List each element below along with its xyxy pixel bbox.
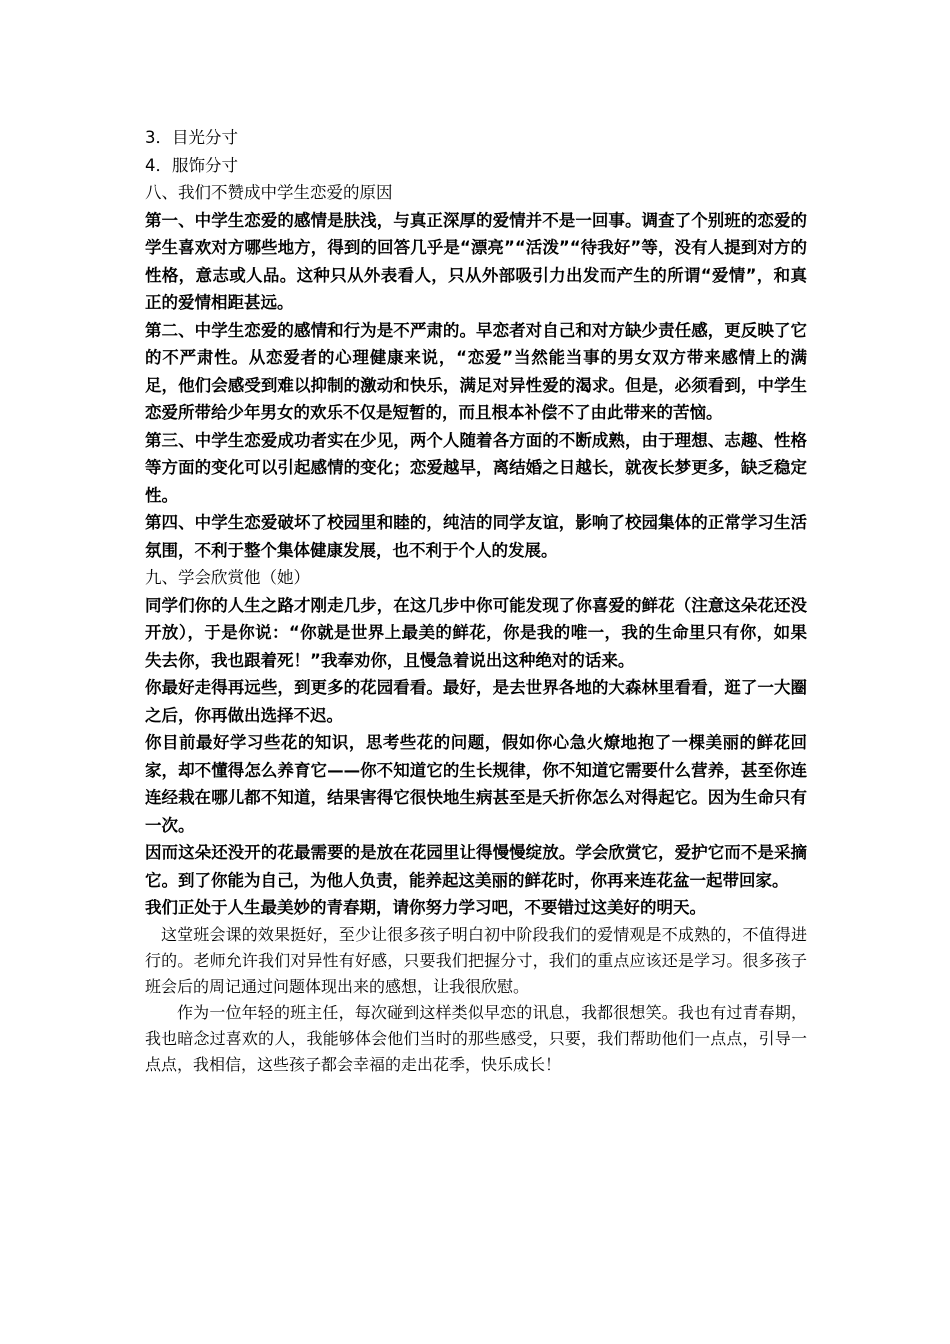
paragraph-reflection-1: 这堂班会课的效果挺好，至少让很多孩子明白初中阶段我们的爱情观是不成熟的，不值得进行的。老师允许我们对异性有好感，只要我们把握分寸，我们的重点应该还是学习。很多孩子班会后的周记通过问题体现出来的感想，让我很欣慰。 <box>145 924 807 996</box>
paragraph-closing-bold: 我们正处于人生最美妙的青春期，请你努力学习吧，不要错过这美好的明天。 <box>145 898 706 917</box>
list-item-dress: 4．服饰分寸 <box>145 155 238 175</box>
paragraph-flower-2: 你最好走得再远些，到更多的花园看看。最好，是去世界各地的大森林里看看，逛了一大圈之后，你再做出选择不迟。 <box>145 678 807 725</box>
document-body <box>145 124 807 1078</box>
paragraph-reason-4: 第四、中学生恋爱破坏了校园里和睦的，纯洁的同学友谊，影响了校园集体的正常学习生活氛围，不利于整个集体健康发展，也不利于个人的发展。 <box>145 513 807 560</box>
paragraph-reason-3: 第三、中学生恋爱成功者实在少见，两个人随着各方面的不断成熟，由于理想、志趣、性格等方面的变化可以引起感情的变化；恋爱越早，离结婚之日越长，就夜长梦更多，缺乏稳定性。 <box>145 430 807 505</box>
paragraph-reason-1: 第一、中学生恋爱的感情是肤浅，与真正深厚的爱情并不是一回事。调查了个别班的恋爱的学生喜欢对方哪些地方，得到的回答几乎是“漂亮”“活泼”“待我好”等，没有人提到对方的性格，意志或人品。这种只从外表看人，只从外部吸引力出发而产生的所谓“爱情”，和真正的爱情相距甚远。 <box>145 210 807 312</box>
paragraph-reason-2: 第二、中学生恋爱的感情和行为是不严肃的。早恋者对自己和对方缺少责任感，更反映了它的不严肃性。从恋爱者的心理健康来说，“恋爱”当然能当事的男女双方带来感情上的满足，他们会感受到难以抑制的激动和快乐，满足对异性爱的渴求。但是，必须看到，中学生恋爱所带给少年男女的欢乐不仅是短暂的，而且根本补偿不了由此带来的苦恼。 <box>145 320 807 422</box>
paragraph-flower-3: 你目前最好学习些花的知识，思考些花的问题，假如你心急火燎地抱了一棵美丽的鲜花回家，却不懂得怎么养育它——你不知道它的生长规律，你不知道它需要什么营养，甚至你连连经栽在哪儿都不知道，结果害得它很快地生病甚至是夭折你怎么对得起它。因为生命只有一次。 <box>145 733 807 835</box>
list-item-eye-contact: 3．目光分寸 <box>145 128 238 147</box>
paragraph-reflection-2: 作为一位年轻的班主任，每次碰到这样类似早恋的讯息，我都很想笑。我也有过青春期，我也暗念过喜欢的人，我能够体会他们当时的那些感受，只要，我们帮助他们一点点，引导一点点，我相信，这些孩子都会幸福的走出花季，快乐成长！ <box>145 1002 807 1074</box>
section-heading-reasons: 八、我们不赞成中学生恋爱的原因 <box>145 183 393 202</box>
paragraph-flower-4: 因而这朵还没开的花最需要的是放在花园里让得慢慢绽放。学会欣赏它，爱护它而不是采摘它。到了你能为自己，为他人负责，能养起这美丽的鲜花时，你再来连花盆一起带回家。 <box>145 843 807 890</box>
paragraph-flower-1: 同学们你的人生之路才刚走几步，在这几步中你可能发现了你喜爱的鲜花（注意这朵花还没开放），于是你说：“你就是世界上最美的鲜花，你是我的唯一，我的生命里只有你，如果失去你，我也跟着死！”我奉劝你，且慢急着说出这种绝对的话来。 <box>145 595 807 670</box>
section-heading-appreciate: 九、学会欣赏他（她） <box>145 568 310 587</box>
